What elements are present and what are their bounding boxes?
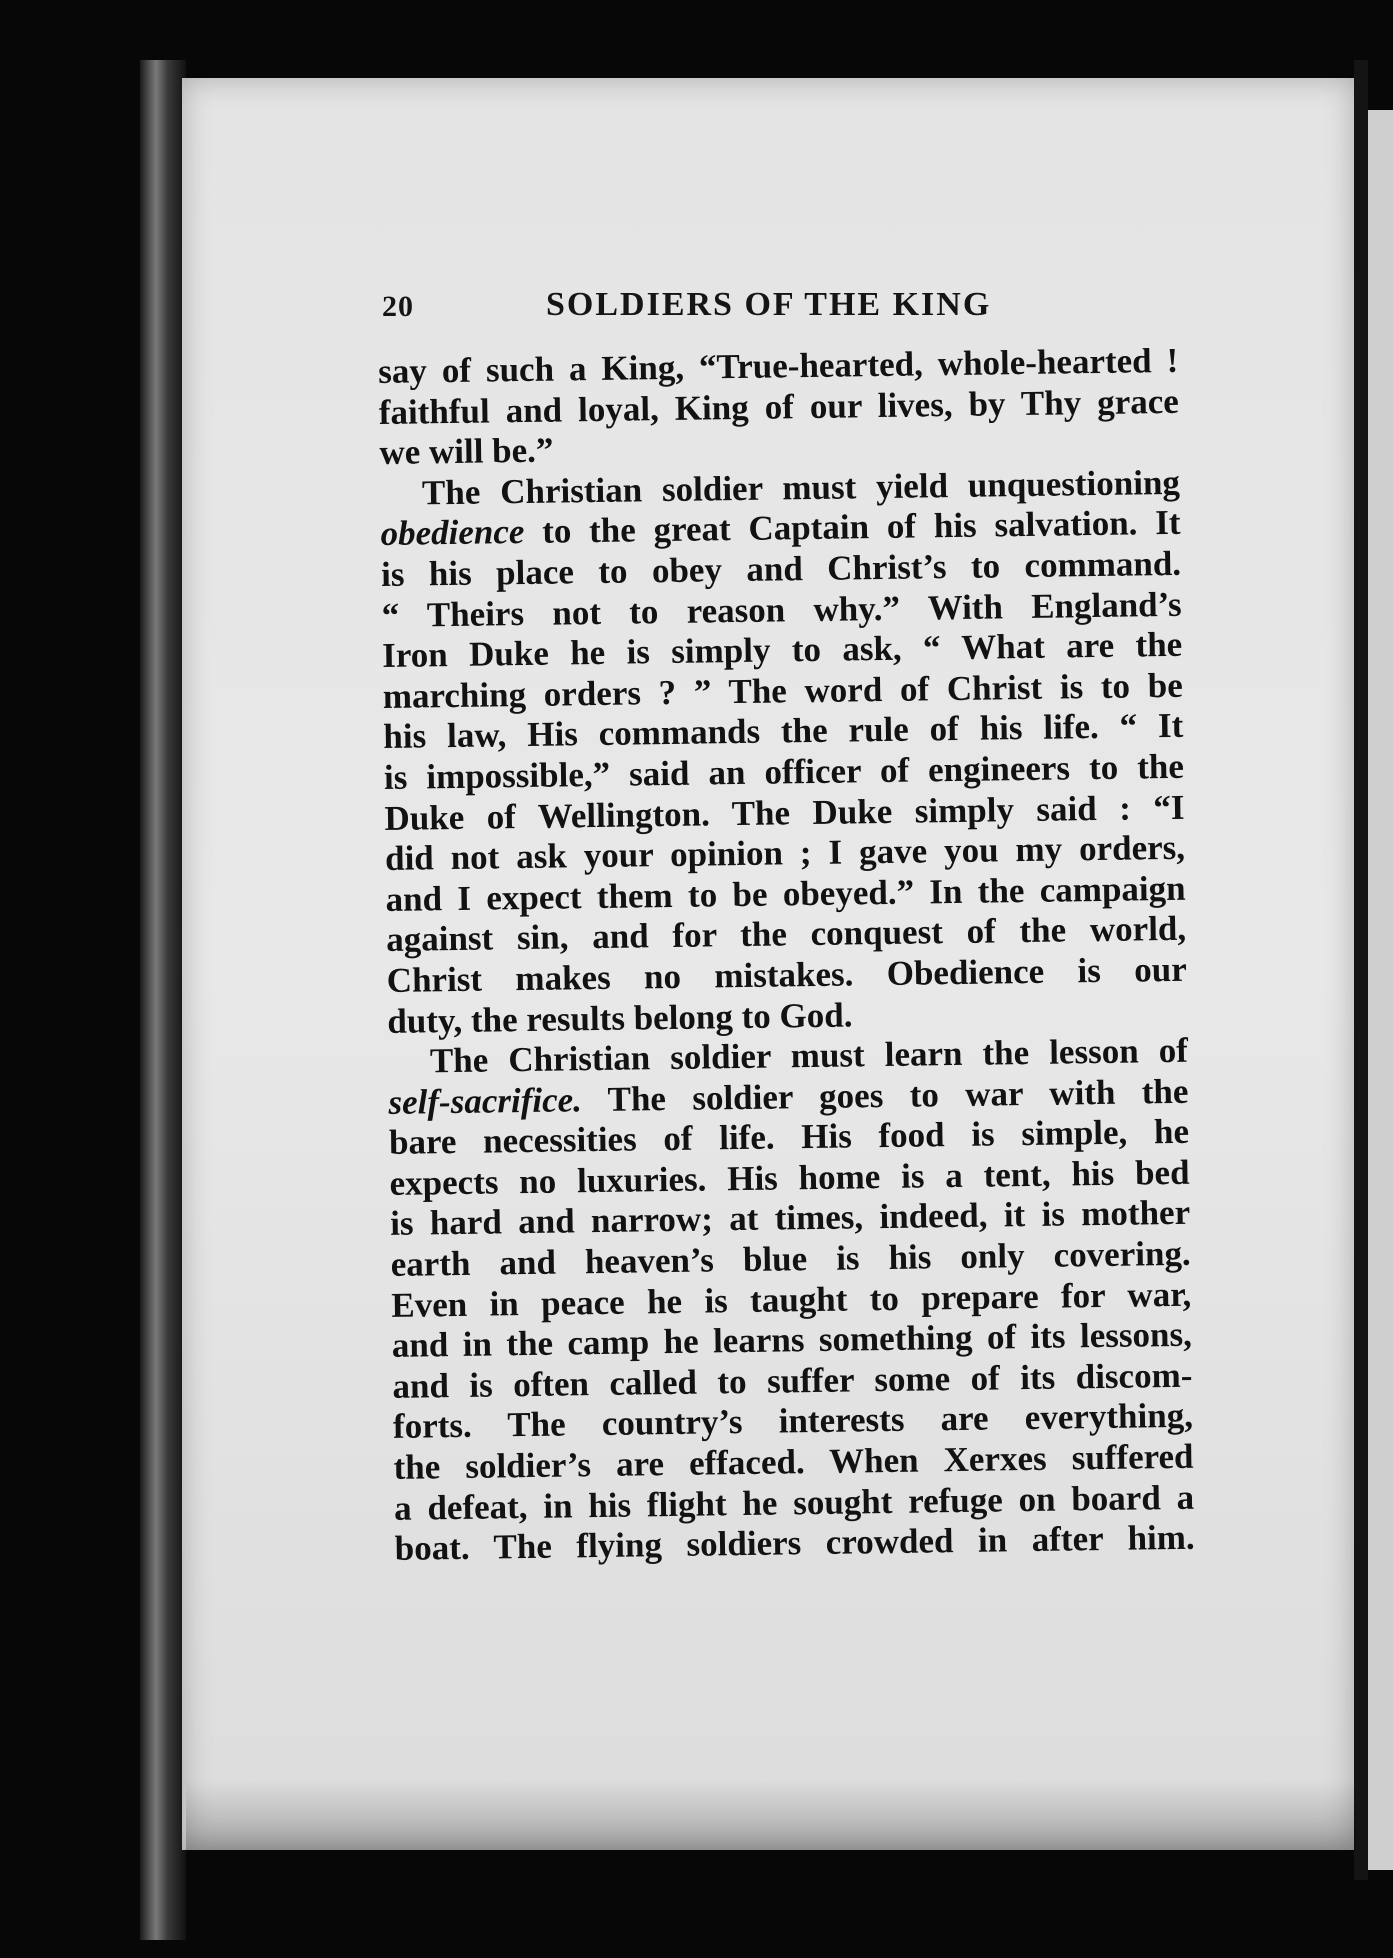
emphasized-term: obedience	[380, 512, 525, 554]
text-line: expects no luxuries. His home is a tent, his bed	[389, 1152, 1190, 1203]
text-line: duty, the results belong to God.	[387, 994, 853, 1041]
page-bottom-shadow	[186, 1780, 1356, 1850]
text-line: Iron Duke he is simply to ask, “ What are the	[381, 624, 1183, 676]
text-line: say of such a King, “True-hearted, whole-hearted !	[378, 340, 1179, 391]
text-line: we will be.”	[379, 430, 554, 473]
text-line: Even in peace he is taught to prepare for war,	[391, 1274, 1192, 1325]
text-line: bare necessities of life. His food is simple, he	[388, 1112, 1190, 1163]
text-line: his law, His commands the rule of his life. “ It	[383, 706, 1184, 757]
text-line: is his place to obey and Christ’s to command.	[380, 543, 1182, 594]
page-number: 20	[382, 290, 414, 323]
body-text	[378, 341, 1195, 1570]
text-line: is hard and narrow; at times, indeed, it is mother	[389, 1193, 1191, 1244]
emphasized-term: self-sacrifice.	[388, 1079, 583, 1122]
running-title: SOLDIERS OF THE KING	[546, 286, 992, 323]
text-fragment: The soldier goes to war with the	[581, 1071, 1189, 1119]
text-line: The Christian soldier must yield unquestioning	[421, 462, 1181, 513]
book-gutter	[1354, 60, 1368, 1880]
text-line: faithful and loyal, King of our lives, by Thy grace	[378, 381, 1180, 432]
text-line: the soldier’s are effaced. When Xerxes suffered	[393, 1436, 1194, 1487]
text-line: and is often called to suffer some of its discom-	[392, 1355, 1193, 1406]
text-line: The Christian soldier must learn the lesson of	[429, 1030, 1189, 1081]
page-header	[382, 280, 1182, 340]
text-line: “ Theirs not to reason why.” With England’s	[381, 584, 1182, 635]
book-left-edge	[140, 60, 186, 1940]
text-line: a defeat, in his flight he sought refuge on board a	[393, 1477, 1195, 1528]
text-line: marching orders ? ” The word of Christ is to be	[382, 665, 1184, 716]
text-line: and in the camp he learns something of its lessons,	[391, 1314, 1193, 1366]
text-line: earth and heaven’s blue is his only covering.	[390, 1233, 1191, 1284]
text-line: boat. The flying soldiers crowded in after him.	[394, 1517, 1195, 1569]
text-line: is impossible,” said an officer of engineers to the	[383, 746, 1185, 797]
text-line: against sin, and for the conquest of the world,	[385, 909, 1187, 960]
text-line: did not ask your opinion ; I gave you my orders,	[384, 827, 1186, 879]
text-line: and I expect them to be obeyed.” In the campaign	[385, 868, 1186, 919]
text-line: Christ makes no mistakes. Obedience is our	[386, 949, 1187, 1000]
text-fragment: to the great Captain of his salvation. It	[524, 503, 1181, 552]
facing-page-edge	[1368, 110, 1393, 1870]
text-line: forts. The country’s interests are everything,	[392, 1396, 1194, 1447]
text-line: Duke of Wellington. The Duke simply said : “I	[384, 787, 1185, 838]
